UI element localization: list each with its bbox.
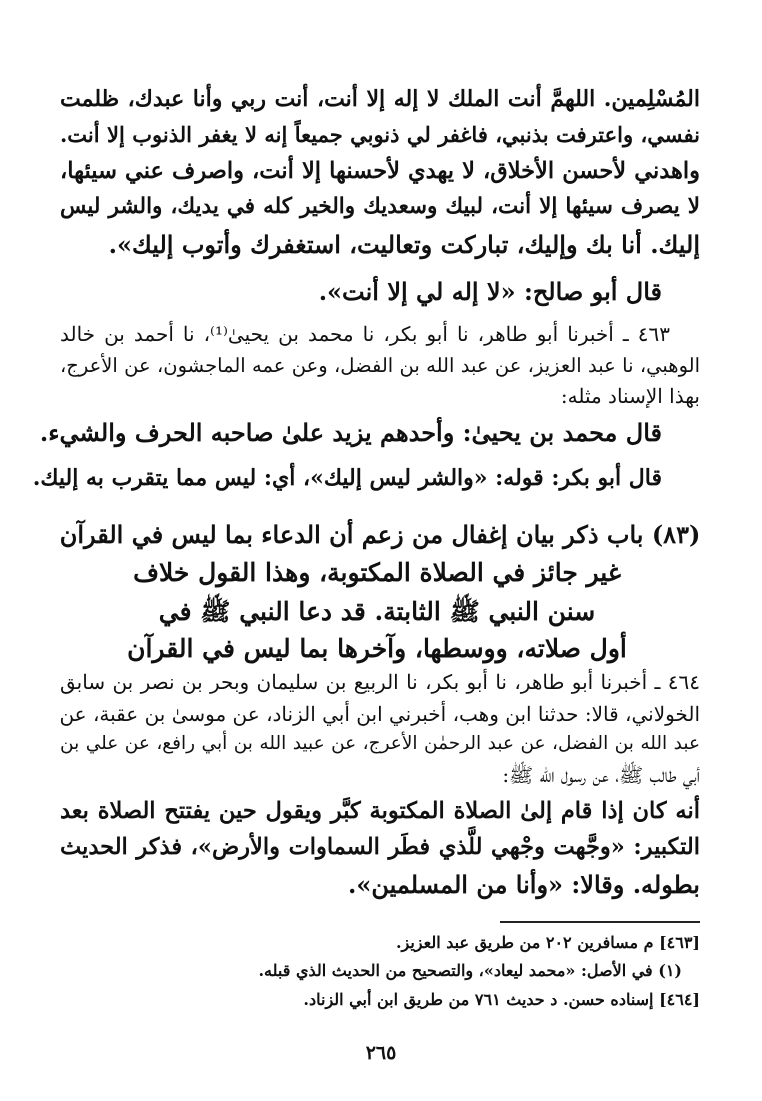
footnote-divider	[500, 921, 700, 923]
abu-bakr-note: قال أبو بكر: قوله: «والشر ليس إليك»، أي: ليس مما يتقرب به إليك.	[32, 465, 662, 491]
footnote: [٤٦٤] إسناده حسن. د حديث ٧٦١ من طريق ابن أبي الزناد.	[303, 990, 700, 1009]
page-number: ٢٦٥	[365, 1042, 397, 1064]
chapter-title-line: (٨٣) باب ذكر بيان إغفال من زعم أن الدعاء بما ليس في القرآن	[59, 520, 701, 549]
text-line: ٤٦٣ ـ أخبرنا أبو طاهر، نا أبو بكر، نا محمد بن يحيىٰ⁽¹⁾، نا أحمد بن خالد	[60, 322, 671, 346]
footnote: [٤٦٣] م مسافرين ٢٠٢ من طريق عبد العزيز.	[395, 933, 700, 952]
text-line: ٤٦٤ ـ أخبرنا أبو طاهر، نا أبو بكر، نا الربيع بن سليمان وبحر بن نصر بن سابق	[60, 670, 700, 694]
text-line: أنه كان إذا قام إلىٰ الصلاة المكتوبة كبَّر ويقول حين يفتتح الصلاة بعد	[60, 798, 700, 824]
text-line: الوهبي، نا عبد العزيز، عن عبد الله بن الفضل، وعن عمه الماجشون، عن الأعرج،	[60, 354, 700, 377]
text-line: بطوله. وقالا: «وأنا من المسلمين».	[348, 870, 700, 899]
text-line: أبي طالب ﷺ، عن رسول الله ﷺ:	[502, 763, 700, 787]
chapter-title-line: أول صلاته، ووسطها، وآخرها بما ليس في القرآن	[127, 634, 627, 663]
text-line: لا يصرف سيئها إلا أنت، لبيك وسعديك والخير كله في يديك، والشر ليس	[60, 194, 700, 219]
abu-salih-statement: قال أبو صالح: «لا إله لي إلا أنت».	[318, 277, 662, 306]
text-line: بهذا الإسناد مثله:	[560, 384, 700, 408]
text-line: إليك. أنا بك وإليك، تباركت وتعاليت، استغفرك وأتوب إليك».	[108, 230, 700, 259]
text-line: عبد الله بن الفضل، عن عبد الرحمٰن الأعرج، عن عبيد الله بن أبي رافع، عن علي بن	[60, 733, 700, 754]
text-line: الخولاني، قالا: حدثنا ابن وهب، أخبرني ابن أبي الزناد، عن موسىٰ بن عقبة، عن	[59, 702, 700, 726]
footnote: (١) في الأصل: «محمد ليعاد»، والتصحيح من الحديث الذي قبله.	[258, 961, 682, 980]
chapter-title-line: غير جائز في الصلاة المكتوبة، وهذا القول خلاف	[133, 558, 621, 587]
chapter-title-line: سنن النبي ﷺ الثابتة. قد دعا النبي ﷺ في	[158, 597, 596, 626]
text-line: نفسي، واعترفت بذنبي، فاغفر لي ذنوبي جميعاً إنه لا يغفر الذنوب إلا أنت.	[60, 122, 700, 147]
text-line: المُسْلِمين. اللهمَّ أنت الملك لا إله إلا أنت، أنت ربي وأنا عبدك، ظلمت	[60, 86, 700, 112]
muhammad-ibn-yahya-note: قال محمد بن يحيىٰ: وأحدهم يزيد علىٰ صاحبه الحرف والشيء.	[39, 418, 662, 447]
text-line: واهدني لأحسن الأخلاق، لا يهدي لأحسنها إلا أنت، واصرف عني سيئها،	[60, 158, 700, 184]
text-line: التكبير: «وجَّهت وجْهي للَّذي فطَر السماوات والأرض»، فذكر الحديث	[60, 834, 700, 860]
